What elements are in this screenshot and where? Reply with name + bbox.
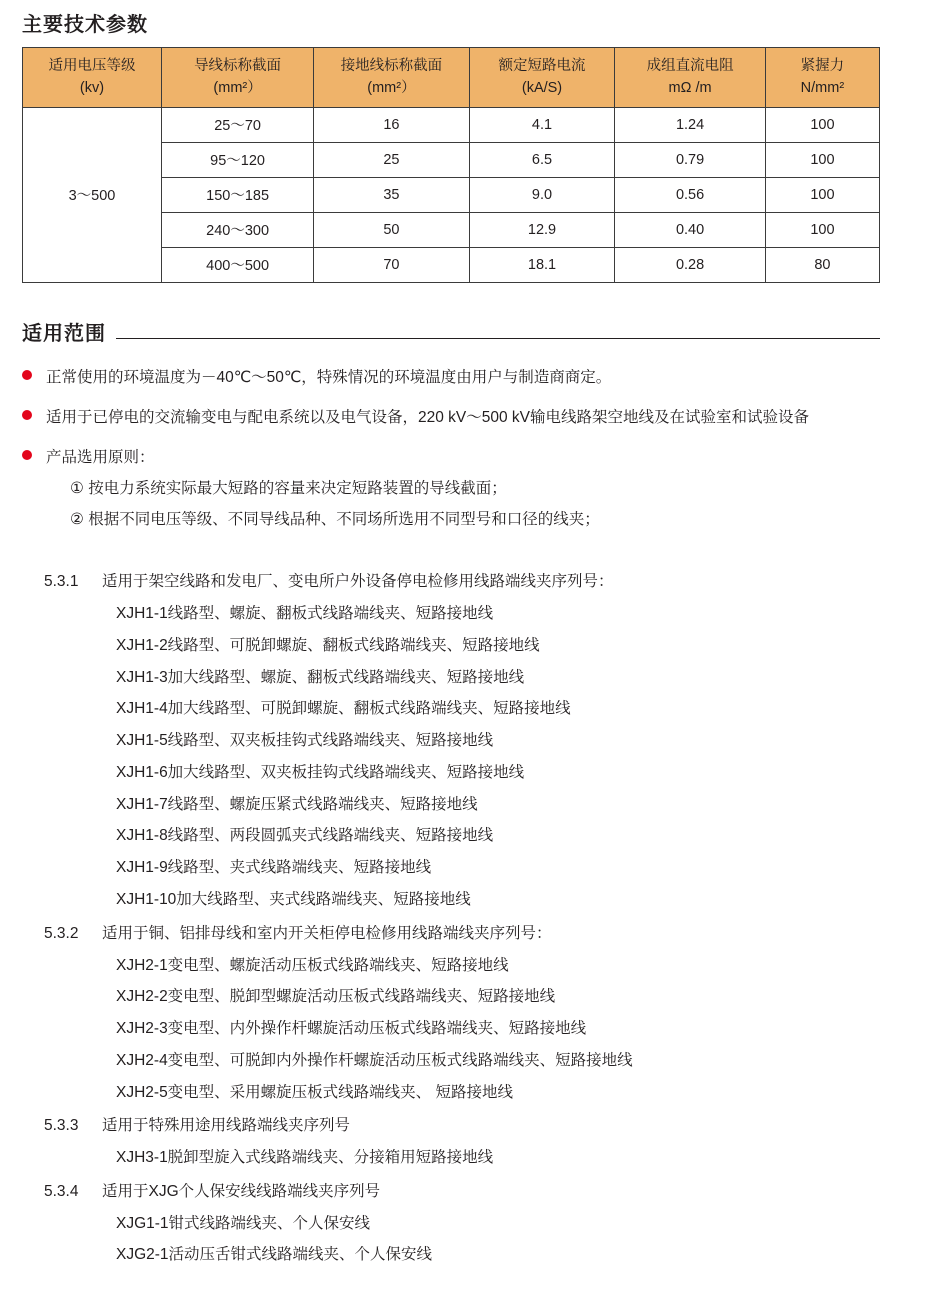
cell-force: 100 <box>765 177 879 212</box>
spec-section-title: 主要技术参数 <box>22 14 148 36</box>
list-item <box>22 364 880 391</box>
scope-section-title: 适用范围 <box>22 322 106 345</box>
list-item: XJH2-3变电型、内外操作杆螺旋活动压板式线路端线夹、短路接地线 <box>116 1020 587 1038</box>
list-item: XJH1-6加大线路型、双夹板挂钩式线路端线夹、短路接地线 <box>116 763 525 781</box>
spec-table-head <box>23 48 880 108</box>
clause-number: 5.3.4 <box>44 1182 79 1200</box>
list-item: XJH1-4加大线路型、可脱卸螺旋、翻板式线路端线夹、短路接地线 <box>116 700 571 718</box>
bullet-text: 正常使用的环境温度为－40℃～50℃，特殊情况的环境温度由用户与制造商商定。 <box>46 368 612 386</box>
list-item: XJH2-1变电型、螺旋活动压板式线路端线夹、短路接地线 <box>116 956 509 974</box>
cell-resistance: 0.56 <box>615 177 766 212</box>
clause-heading <box>44 1176 880 1208</box>
clause-heading <box>44 918 880 950</box>
table-header-row <box>23 48 880 108</box>
list-item: XJH2-5变电型、采用螺旋压板式线路端线夹、 短路接地线 <box>116 1083 513 1101</box>
cell-current: 6.5 <box>469 142 615 177</box>
list-item <box>22 444 880 535</box>
cell-ground: 70 <box>314 247 470 282</box>
list-item: XJH2-4变电型、可脱卸内外操作杆螺旋活动压板式线路端线夹、短路接地线 <box>116 1051 633 1069</box>
clause-5-3-2 <box>44 918 880 1109</box>
cell-force: 100 <box>765 142 879 177</box>
list-item: ② 根据不同电压等级、不同导线品种、不同场所选用不同型号和口径的线夹； <box>70 511 600 529</box>
bullet-text: 产品选用原则： <box>46 449 155 467</box>
heading-divider <box>116 338 880 339</box>
list-item: XJG1-1钳式线路端线夹、个人保安线 <box>116 1214 371 1232</box>
list-item: XJG2-1活动压舌钳式线路端线夹、个人保安线 <box>116 1246 433 1264</box>
clause-5-3-1 <box>44 566 880 915</box>
cell-force: 80 <box>765 247 879 282</box>
cell-force: 100 <box>765 212 879 247</box>
cell-resistance: 0.79 <box>615 142 766 177</box>
bullet-dot-icon <box>22 450 32 460</box>
scope-bullet-list <box>0 346 936 535</box>
clause-5-3-3 <box>44 1110 880 1174</box>
cell-ground: 25 <box>314 142 470 177</box>
clause-items <box>44 1208 880 1272</box>
clause-heading <box>44 566 880 598</box>
spec-table-body <box>23 107 880 282</box>
cell-current: 9.0 <box>469 177 615 212</box>
clause-title: 适用于XJG个人保安线线路端线夹序列号 <box>102 1182 381 1200</box>
list-item: XJH1-5线路型、双夹板挂钩式线路端线夹、短路接地线 <box>116 732 494 750</box>
cell-ground: 35 <box>314 177 470 212</box>
bullet-dot-icon <box>22 370 32 380</box>
cell-wire: 25～70 <box>161 107 313 142</box>
list-item: XJH1-2线路型、可脱卸螺旋、翻板式线路端线夹、短路接地线 <box>116 636 540 654</box>
spec-table <box>22 47 880 283</box>
spec-table-wrap <box>0 47 936 283</box>
table-row <box>23 107 880 142</box>
list-item: XJH1-9线路型、夹式线路端线夹、短路接地线 <box>116 859 432 877</box>
clause-5-3-4 <box>44 1176 880 1271</box>
bullet-sub-list <box>46 473 880 535</box>
cell-resistance: 0.28 <box>615 247 766 282</box>
clause-items <box>44 950 880 1109</box>
cell-ground: 16 <box>314 107 470 142</box>
cell-current: 12.9 <box>469 212 615 247</box>
clause-heading <box>44 1110 880 1142</box>
cell-resistance: 0.40 <box>615 212 766 247</box>
clause-items <box>44 598 880 916</box>
header-grip-force: 紧握力 N/mm² <box>765 48 879 108</box>
cell-voltage-range: 3～500 <box>23 107 162 282</box>
list-item: ① 按电力系统实际最大短路的容量来决定短路装置的导线截面； <box>70 480 507 498</box>
clause-title: 适用于铜、铝排母线和室内开关柜停电检修用线路端线夹序列号： <box>102 924 552 942</box>
clause-number: 5.3.1 <box>44 573 79 591</box>
list-item: XJH1-8线路型、两段圆弧夹式线路端线夹、短路接地线 <box>116 827 494 845</box>
clause-number: 5.3.3 <box>44 1117 79 1135</box>
cell-current: 18.1 <box>469 247 615 282</box>
header-ground-section: 接地线标称截面 (mm²） <box>314 48 470 108</box>
header-voltage: 适用电压等级 (kv) <box>23 48 162 108</box>
cell-wire: 95～120 <box>161 142 313 177</box>
list-item <box>22 404 880 431</box>
cell-wire: 400～500 <box>161 247 313 282</box>
cell-ground: 50 <box>314 212 470 247</box>
header-dc-resistance: 成组直流电阻 mΩ /m <box>615 48 766 108</box>
bullet-dot-icon <box>22 410 32 420</box>
cell-force: 100 <box>765 107 879 142</box>
header-wire-section: 导线标称截面 (mm²） <box>161 48 313 108</box>
cell-resistance: 1.24 <box>615 107 766 142</box>
header-short-circuit-current: 额定短路电流 (kA/S) <box>469 48 615 108</box>
clause-items <box>44 1142 880 1174</box>
list-item: XJH1-10加大线路型、夹式线路端线夹、短路接地线 <box>116 890 471 908</box>
cell-wire: 240～300 <box>161 212 313 247</box>
list-item: XJH1-1线路型、螺旋、翻板式线路端线夹、短路接地线 <box>116 605 494 623</box>
scope-section-header <box>0 317 936 346</box>
cell-current: 4.1 <box>469 107 615 142</box>
list-item: XJH3-1脱卸型旋入式线路端线夹、分接箱用短路接地线 <box>116 1149 494 1167</box>
clause-list <box>0 548 936 1271</box>
clause-number: 5.3.2 <box>44 924 79 942</box>
clause-title: 适用于架空线路和发电厂、变电所户外设备停电检修用线路端线夹序列号： <box>102 573 614 591</box>
bullet-text: 适用于已停电的交流输变电与配电系统以及电气设备，220 kV～500 kV输电线路架空地线及在试验室和试验设备 <box>46 409 810 427</box>
list-item: XJH1-3加大线路型、螺旋、翻板式线路端线夹、短路接地线 <box>116 668 525 686</box>
clause-title: 适用于特殊用途用线路端线夹序列号 <box>102 1117 351 1135</box>
list-item: XJH1-7线路型、螺旋压紧式线路端线夹、短路接地线 <box>116 795 478 813</box>
list-item: XJH2-2变电型、脱卸型螺旋活动压板式线路端线夹、短路接地线 <box>116 988 556 1006</box>
cell-wire: 150～185 <box>161 177 313 212</box>
